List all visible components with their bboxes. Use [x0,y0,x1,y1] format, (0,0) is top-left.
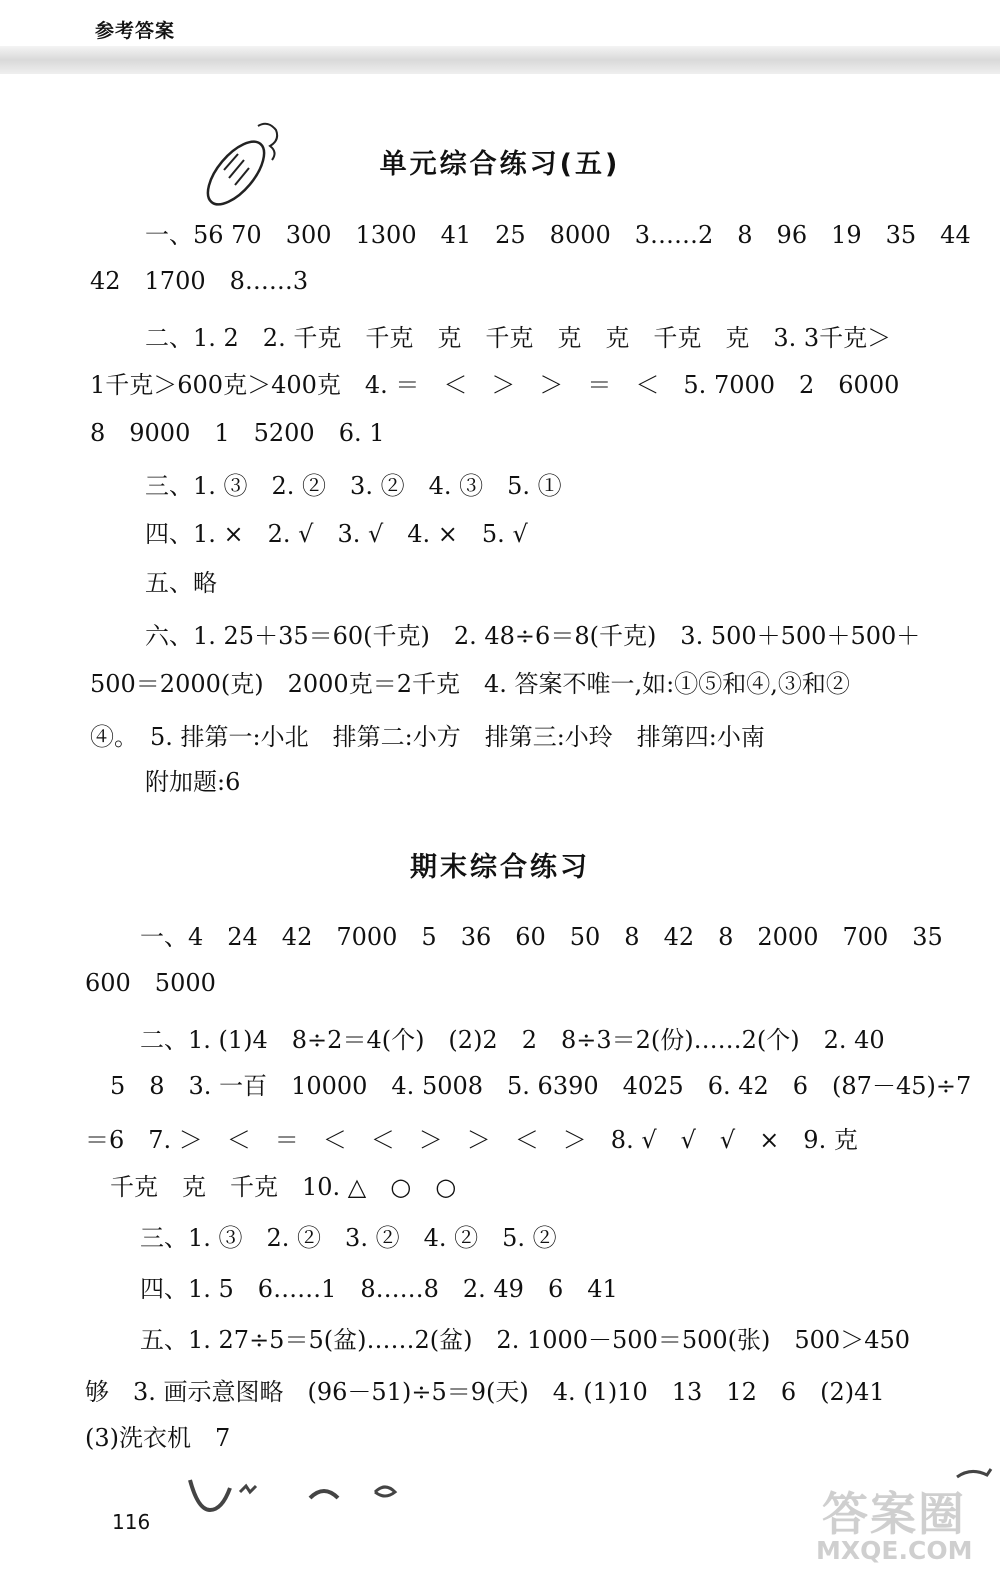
s2-line-3: 二、1. (1)4 8÷2＝4(个) (2)2 2 8÷3＝2(份)……2(个) 2. 40 [140,1026,885,1054]
watermark-en: MXQE.COM [816,1536,973,1565]
s1-line-8: 五、略 [145,569,217,597]
watermark-cn: 答案圈 [822,1487,966,1541]
header-band [0,46,1000,74]
s1-line-1: 一、56 70 300 1300 41 25 8000 3……2 8 96 19 35 44 [145,221,971,249]
s2-line-11: (3)洗衣机 7 [85,1424,231,1452]
section1-title: 单元综合练习(五) [379,149,621,180]
decorative-sprouts-icon [180,1470,420,1520]
s2-line-2: 600 5000 [85,969,216,997]
s1-line-12: 附加题:6 [145,768,241,796]
s2-line-1: 一、4 24 42 7000 5 36 60 50 8 42 8 2000 700 35 [140,923,943,951]
section2-title: 期末综合练习 [410,852,590,883]
s1-line-10: 500＝2000(克) 2000克＝2千克 4. 答案不唯一,如:①⑤和④,③和② [90,670,850,698]
s1-line-7: 四、1. × 2. √ 3. √ 4. × 5. √ [145,520,528,548]
s1-line-2: 42 1700 8……3 [90,267,309,295]
watermark [812,1478,992,1570]
s2-line-9: 五、1. 27÷5＝5(盆)……2(盆) 2. 1000－500＝500(张) 500＞450 [140,1326,911,1354]
page-number: 116 [112,1510,151,1534]
s1-line-6: 三、1. ③ 2. ② 3. ② 4. ③ 5. ① [145,472,562,500]
s1-line-4: 1千克＞600克＞400克 4. ＝ ＜ ＞ ＞ ＝ ＜ 5. 7000 2 6000 [90,371,900,399]
header-label: 参考答案 [95,20,176,42]
s2-line-6: 千克 克 千克 10. △ ○ ○ [110,1173,457,1201]
s1-line-5: 8 9000 1 5200 6. 1 [90,419,385,447]
s1-line-9: 六、1. 25＋35＝60(千克) 2. 48÷6＝8(千克) 3. 500＋500＋500＋ [145,622,921,650]
s2-line-8: 四、1. 5 6……1 8……8 2. 49 6 41 [140,1275,618,1303]
s2-line-4: 5 8 3. 一百 10000 4. 5008 5. 6390 4025 6. 42 6 (87－45)÷7 [110,1072,972,1100]
s1-line-3: 二、1. 2 2. 千克 千克 克 千克 克 克 千克 克 3. 3千克＞ [145,324,892,352]
s2-line-5: ＝6 7. ＞ ＜ ＝ ＜ ＜ ＞ ＞ ＜ ＞ 8. √ √ √ × 9. 克 [85,1126,858,1154]
s2-line-7: 三、1. ③ 2. ② 3. ② 4. ② 5. ② [140,1224,557,1252]
s2-line-10: 够 3. 画示意图略 (96－51)÷5＝9(天) 4. (1)10 13 12 6 (2)41 [85,1378,885,1406]
s1-line-11: ④。 5. 排第一:小北 排第二:小方 排第三:小玲 排第四:小南 [90,723,765,751]
